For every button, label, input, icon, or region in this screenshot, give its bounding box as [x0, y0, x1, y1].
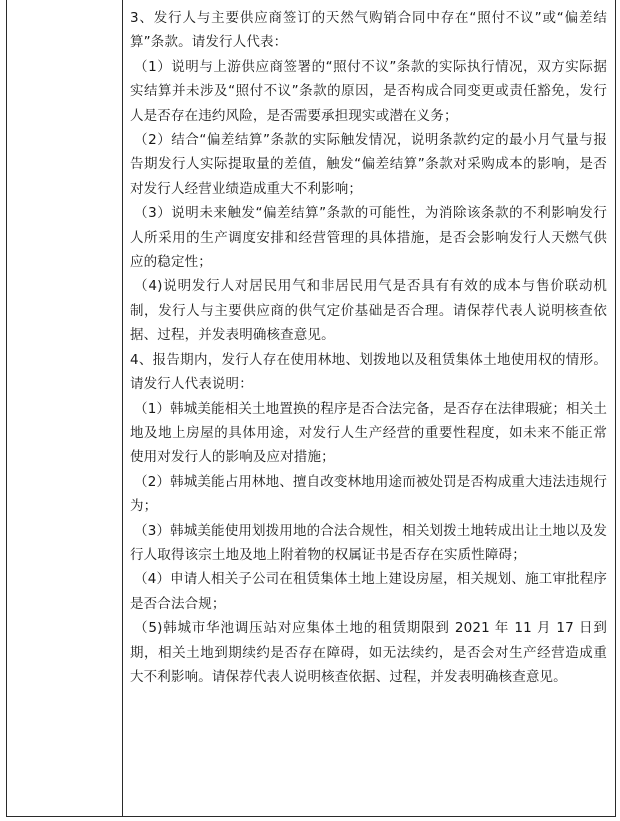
question-3-item-3: （3）说明未来触发“偏差结算”条款的可能性，为消除该条款的不利影响发行人所采用的生产调度安排和经营管理的具体措施，是否会影响发行人天燃气供应的稳定性；	[130, 205, 607, 271]
document-table	[6, 0, 616, 817]
question-4-item-4: （4）申请人相关子公司在租赁集体土地上建设房屋，相关规划、施工审批程序是否合法合规；	[130, 571, 607, 612]
table-label-cell	[7, 0, 123, 816]
question-3-item-2: （2）结合“偏差结算”条款的实际触发情况，说明条款约定的最小月气量与报告期发行人实际提取量的差值，触发“偏差结算”条款对采购成本的影响，是否对发行人经营业绩造成重大不利影响；	[130, 132, 607, 197]
question-4-heading: 4、报告期内，发行人存在使用林地、划拨地以及租赁集体土地使用权的情形。请发行人代表说明：	[130, 351, 607, 393]
table-content-cell	[123, 0, 615, 816]
question-4-item-1: （1）韩城美能相关土地置换的程序是否合法完备，是否存在法律瑕疵；相关土地及地上房屋的具体用途，对发行人生产经营的重要性程度，如未来不能正常使用对发行人的影响及应对措施；	[130, 400, 607, 466]
question-3-item-1: （1）说明与上游供应商签署的“照付不议”条款的实际执行情况，双方实际据实结算并未涉及“照付不议”条款的原因，是否构成合同变更或责任豁免，发行人是否存在违约风险，是否需要承担现实或潜在义务；	[130, 58, 607, 124]
question-3-heading: 3、发行人与主要供应商签订的天然气购销合同中存在“照付不议”或“偏差结算”条款。请发行人代表：	[130, 10, 607, 51]
question-4-item-2: （2）韩城美能占用林地、擅自改变林地用途而被处罚是否构成重大违法违规行为；	[130, 473, 607, 515]
question-3-item-4: （4)说明发行人对居民用气和非居民用气是否具有有效的成本与售价联动机制，发行人与主要供应商的供气定价基础是否合理。请保荐代表人说明核查依据、过程，并发表明确核查意见。	[130, 278, 607, 344]
question-4-item-5: （5)韩城市华池调压站对应集体土地的租赁期限到 2021 年 11 月 17 日到期，相关土地到期续约是否存在障碍，如无法续约，是否会对生产经营造成重大不利影响。请保荐代表人说明核查依据、过程，并发表明确核查意见。	[130, 620, 607, 685]
question-4-item-3: （3）韩城美能使用划拨用地的合法合规性，相关划拨土地转成出让土地以及发行人取得该宗土地及地上附着物的权属证书是否存在实质性障碍；	[130, 522, 607, 563]
